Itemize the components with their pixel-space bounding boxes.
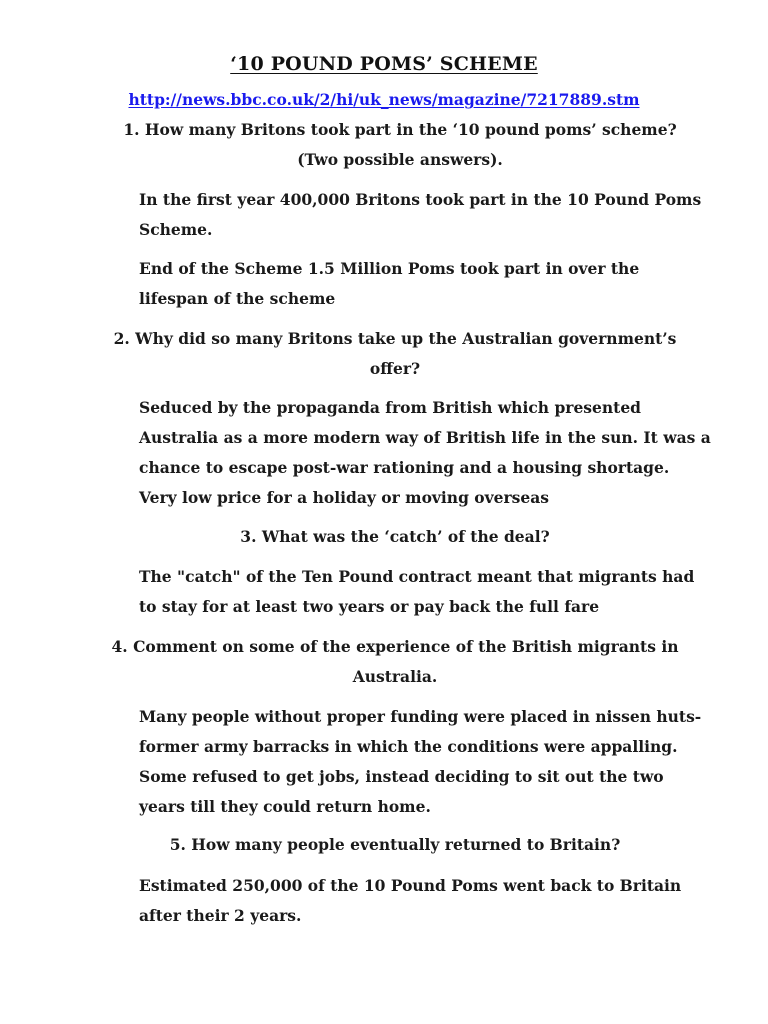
answer-4-line-3: Some refused to get jobs, instead deciding to sit out the two <box>139 767 664 786</box>
answer-4-line-2: former army barracks in which the conditions were appalling. <box>139 737 678 756</box>
answer-2 <box>139 393 711 513</box>
question-5 <box>110 830 680 860</box>
answer-2-line-4: Very low price for a holiday or moving overseas <box>139 488 550 507</box>
question-4 <box>110 632 680 692</box>
source-link[interactable]: http://news.bbc.co.uk/2/hi/uk_news/magazine/7217889.stm <box>128 90 640 109</box>
answer-5-line-1: Estimated 250,000 of the 10 Pound Poms went back to Britain <box>139 876 682 895</box>
question-4-line-1: 4. Comment on some of the experience of the British migrants in <box>111 637 679 656</box>
answer-4 <box>139 702 702 822</box>
question-2 <box>110 324 680 384</box>
question-5-line-1: 5. How many people eventually returned to Britain? <box>169 835 621 854</box>
answer-2-line-3: chance to escape post-war rationing and a housing shortage. <box>139 458 670 477</box>
answer-4-line-4: years till they could return home. <box>139 797 431 816</box>
answer-5 <box>139 871 699 931</box>
answer-1b-line-2: lifespan of the scheme <box>139 289 336 308</box>
answer-1a-line-2: Scheme. <box>139 220 213 239</box>
answer-3-line-2: to stay for at least two years or pay back the full fare <box>139 597 600 616</box>
answer-5-line-2: after their 2 years. <box>139 906 302 925</box>
answer-1a-line-1: In the first year 400,000 Britons took part in the 10 Pound Poms <box>139 190 702 209</box>
answer-1b <box>139 254 699 314</box>
question-4-line-2: Australia. <box>352 667 438 686</box>
answer-2-line-1: Seduced by the propaganda from British which presented <box>139 398 642 417</box>
page-title: ‘10 POUND POMS’ SCHEME <box>230 53 538 75</box>
answer-2-line-2: Australia as a more modern way of British life in the sun. It was a <box>139 428 711 447</box>
question-3-line-1: 3. What was the ‘catch’ of the deal? <box>240 527 550 546</box>
question-1-line-2: (Two possible answers). <box>297 150 503 169</box>
answer-1b-line-1: End of the Scheme 1.5 Million Poms took part in over the <box>139 259 640 278</box>
answer-3-line-1: The "catch" of the Ten Pound contract meant that migrants had <box>139 567 695 586</box>
answer-1a <box>139 185 702 245</box>
question-1-line-1: 1. How many Britons took part in the ‘10 pound poms’ scheme? <box>123 120 677 139</box>
question-3 <box>110 522 680 552</box>
question-1 <box>120 115 680 175</box>
answer-3 <box>139 562 699 622</box>
question-2-line-1: 2. Why did so many Britons take up the Australian government’s <box>113 329 677 348</box>
answer-4-line-1: Many people without proper funding were placed in nissen huts- <box>139 707 702 726</box>
question-2-line-2: offer? <box>369 359 421 378</box>
